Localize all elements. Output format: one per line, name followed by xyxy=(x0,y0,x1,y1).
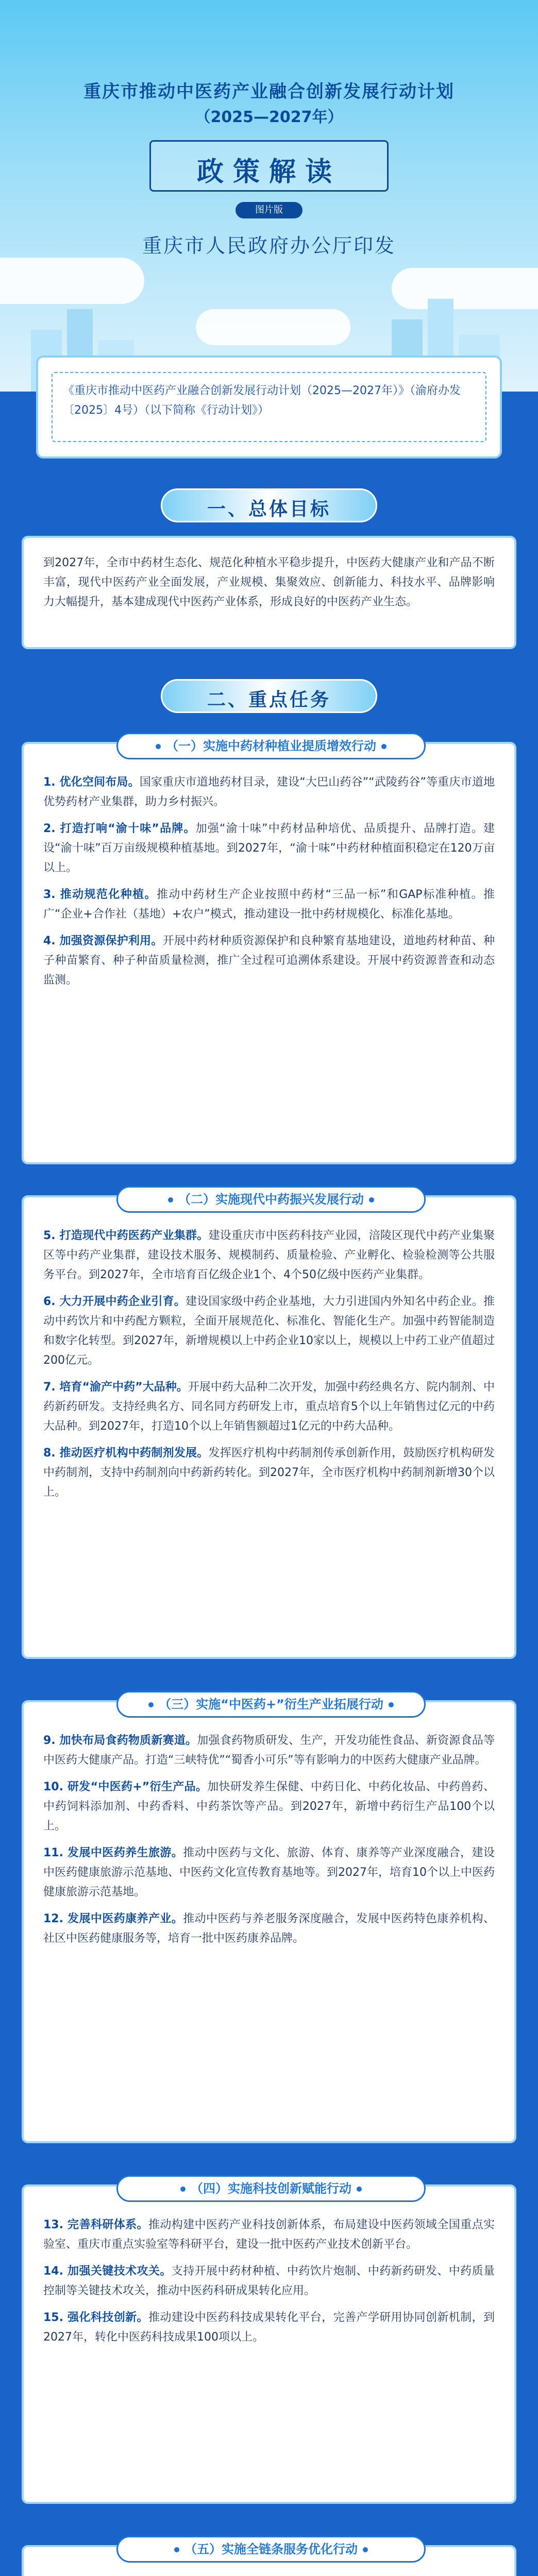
document-years: （2025—2027年） xyxy=(195,108,343,126)
task-item: 13. 完善科研体系。推动构建中医药产业科技创新体系，布局建设中医药领域全国重点实验室、重庆市重点实验室等科研平台，建设一批中医药产业技术创新平台。 xyxy=(43,2218,495,2251)
image-version-tag: 图片版 xyxy=(236,202,302,218)
section-header-goal xyxy=(161,479,377,529)
task-group-card xyxy=(22,1192,516,1659)
task-item: 9. 加快布局食药物质新赛道。加强食药物质研发、生产，开发功能性食品、新资源食品等中医药大健康产品。打造“三峡特优”“蜀香小可乐”等有影响力的中医药大健康产业品牌。 xyxy=(43,1734,495,1767)
task-item: 3. 推动规范化种植。推动中药材生产企业按照中药材“三品一标”和GAP标准种植。推广“企业+合作社（基地）+农户”模式，推动建设一批中药材规模化、标准化基地。 xyxy=(43,888,495,921)
intro-card xyxy=(36,355,502,459)
task-item: 14. 加强关键技术攻关。支持开展中药材种植、中药饮片炮制、中药新药研发、中药质量控制等关键技术攻关，推动中医药科研成果转化应用。 xyxy=(43,2265,495,2297)
task-item: 5. 打造现代中药医药产业集群。建设重庆市中医药科技产业园，涪陵区现代中药产业集聚区等中药产业集群，建设技术服务、规模制药、质量检验、产业孵化、检验检测等公共服务平台。到2027年，全市培育百亿级企业1个、4个50亿级中医药产业集群。 xyxy=(43,1229,495,1281)
task-item: 11. 发展中医药养生旅游。推动中医药与文化、旅游、体育、康养等产业深度融合，建设中医药健康旅游示范基地、中医药文化宣传教育基地等。到2027年，培育10个以上中医药健康旅游示范基地。 xyxy=(43,1846,495,1899)
task-group-body xyxy=(43,773,495,997)
task-group-title: （二）实施现代中药振兴发展行动 xyxy=(116,1186,426,1213)
section-header-tasks xyxy=(161,670,377,719)
intro-text: 《重庆市推动中医药产业融合创新发展行动计划（2025—2027年）》（渝府办发〔2025〕4号）（以下简称《行动计划》） xyxy=(52,372,486,442)
task-group-title: （五）实施全链条服务优化行动 xyxy=(116,2536,426,2563)
task-group-title: （四）实施科技创新赋能行动 xyxy=(116,2175,426,2202)
task-group-card xyxy=(22,2542,516,2576)
task-group-card xyxy=(22,1697,516,2143)
task-item: 15. 强化科技创新。推动建设中医药科技成果转化平台，完善产学研用协同创新机制，到2027年，转化中医药科技成果100项以上。 xyxy=(43,2311,495,2344)
task-item: 8. 推动医疗机构中药制剂发展。发挥医疗机构中药制剂传承创新作用，鼓励医疗机构研发中药制剂，支持中药制剂向中药新药转化。到2027年，全市医疗机构中药制剂新增30个以上。 xyxy=(43,1447,495,1499)
task-group-body xyxy=(43,1226,495,1510)
task-group-card xyxy=(22,739,516,1164)
goal-text: 到2027年，全市中药材生态化、规范化种植水平稳步提升，中医药大健康产业和产品不断丰富，现代中医药产业全面发展，产业规模、集聚效应、创新能力、科技水平、品牌影响力大幅提升，基本建成现代中医药产业体系，形成良好的中医药产业生态。 xyxy=(43,556,495,608)
task-item: 4. 加强资源保护利用。开展中药材种质资源保护和良种繁育基地建设，道地药材种苗、种子种苗繁育、种子种苗质量检测，推广全过程可追溯体系建设。开展中药资源普查和动态监测。 xyxy=(43,935,495,987)
section-title: 一、总体目标 xyxy=(207,499,331,520)
task-item: 12. 发展中医药康养产业。推动中医药与养老服务深度融合，发展中医药特色康养机构、社区中医药健康服务等，培育一批中医药康养品牌。 xyxy=(43,1912,495,1945)
task-group-body xyxy=(43,2215,495,2354)
goal-card xyxy=(22,536,516,649)
task-item: 7. 培育“渝产中药”大品种。开展中药大品种二次开发，加强中药经典名方、院内制剂、中药新药研发。支持经典名方、同名同方药研发上市，重点培育5个以上年销售过亿元的中药大品种。到2027年，打造10个以上年销售额超过1亿元的中药大品种。 xyxy=(43,1381,495,1433)
task-item: 1. 优化空间布局。国家重庆市道地药材目录，建设“大巴山药谷”“武陵药谷”等重庆市道地优势药材产业集群，助力乡村振兴。 xyxy=(43,776,495,808)
task-group-title: （三）实施“中医药+”衍生产业拓展行动 xyxy=(116,1691,426,1718)
section-title: 二、重点任务 xyxy=(207,689,331,710)
task-item: 10. 研发“中医药+”衍生产品。加快研发养生保健、中药日化、中药化妆品、中药兽药、中药饲料添加剂、中药香料、中药茶饮等产品。到2027年，新增中药衍生产品100个以上。 xyxy=(43,1781,495,1833)
task-item: 6. 大力开展中药企业引育。建设国家级中药企业基地，大力引进国内外知名中药企业。推动中药饮片和中药配方颗粒，全面开展规范化、标准化、智能化生产。加强中药智能制造和数字化转型。到2027年，新增规模以上中药企业10家以上，规模以上中药工业产值超过200亿元。 xyxy=(43,1295,495,1367)
task-group-body xyxy=(43,1731,495,1956)
document-title: 重庆市推动中医药产业融合创新发展行动计划 xyxy=(83,81,455,102)
policy-label: 政策解读 xyxy=(196,157,341,188)
header-banner xyxy=(0,0,538,392)
policy-label-frame xyxy=(149,140,389,192)
issuer: 重庆市人民政府办公厅印发 xyxy=(142,234,396,257)
task-item: 2. 打造打响“渝十味”品牌。加强“渝十味”中药材品种培优、品质提升、品牌打造。建设“渝十味”百万亩级规模种植基地。到2027年，“渝十味”中药材种植面积稳定在120万亩以上。 xyxy=(43,822,495,874)
task-group-title: （一）实施中药材种植业提质增效行动 xyxy=(116,733,426,759)
task-group-card xyxy=(22,2181,516,2504)
